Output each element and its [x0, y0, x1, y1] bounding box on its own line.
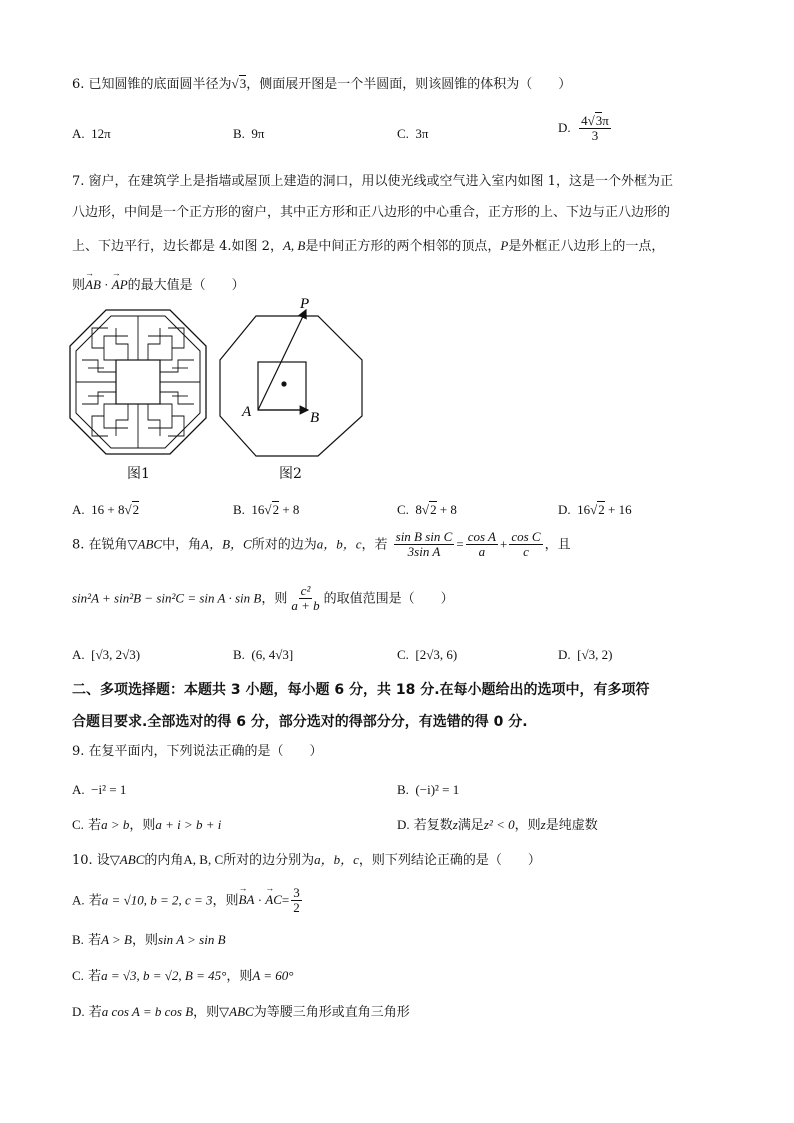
q9-option-c[interactable]: C. 若a > b，则a + i > b + i [72, 817, 222, 833]
q7-line2: 八边形，中间是一个正方形的窗户，其中正方形和正八边形的中心重合，正方形的上、下边与正八边形的 [72, 205, 671, 220]
figure-1-window [68, 308, 208, 456]
q7-line1: 7. 窗户，在建筑学上是指墙或屋顶上建造的洞口，用以使光线或空气进入室内如图 1，这是一个外框为正 [72, 174, 673, 189]
q8-option-a[interactable]: A. [√3, 2√3) [72, 647, 141, 662]
q6-option-c[interactable]: C. 3π [397, 126, 429, 141]
q7-line4: 则→ AB · → AP的最大值是（ ） [72, 277, 245, 294]
q6-d-fraction: $\frac{4√3\pi}{3}$ [581, 113, 609, 144]
figure-1-caption: 图1 [127, 466, 150, 482]
section-2-heading-line2: 合题目要求.全部选对的得 6 分，部分选对的得部分分，有选错的得 0 分. [72, 714, 528, 730]
q9-stem: 9. 在复平面内，下列说法正确的是（ ） [72, 744, 323, 759]
q10-option-b[interactable]: B. 若A > B，则sin A > sin B [72, 932, 226, 948]
figure-2-caption: 图2 [279, 466, 302, 482]
q6-radius: 3 [239, 76, 247, 91]
center-square [258, 362, 306, 410]
vector-ab: → AB [85, 277, 101, 293]
q7-line3: 上、下边平行，边长都是 4.如图 2，A, B是中间正方形的两个相邻的顶点，P是外框正八边形上的一点， [72, 238, 665, 254]
q10-option-c[interactable]: C. 若a = √3, b = √2, B = 45°，则A = 60° [72, 968, 294, 984]
q6-stem: 6. 已知圆锥的底面圆半径为√3，侧面展开图是一个半圆面，则该圆锥的体积为（ ） [72, 76, 572, 92]
q9-option-b[interactable]: B. (−i)² = 1 [397, 782, 460, 797]
q7-option-a[interactable]: A. 16 + 8√2 [72, 502, 140, 517]
q8-option-d[interactable]: D. [√3, 2) [558, 647, 613, 662]
section-2-heading-line1: 二、多项选择题：本题共 3 小题，每小题 6 分，共 18 分.在每小题给出的选项中，有多项符 [72, 682, 650, 698]
label-b: B [310, 410, 320, 426]
q6-option-d[interactable]: D. $\frac{4√3\pi}{3}$ [558, 113, 609, 144]
q7-option-b[interactable]: B. 16√2 + 8 [233, 502, 300, 517]
q8-option-c[interactable]: C. [2√3, 6) [397, 647, 458, 662]
q6-option-b[interactable]: B. 9π [233, 126, 265, 141]
figure-2-diagram [216, 296, 366, 458]
q8-line1: 8. 在锐角▽ABC中，角A，B，C所对的边为a，b，c，若 $\frac{\text{sin B sin C}}{\text{3sin A}}$ = $\frac{\text{cos A}}{a}$ + $\frac{\text{cos C}}{c}$ ，且 [72, 529, 571, 560]
octagon-frame [220, 316, 362, 456]
center-dot [281, 381, 286, 386]
q8-line2: sin²A + sin²B − sin²C = sin A · sin B，则 $\frac{\text{c²}}{a + b}$ 的取值范围是（ ） [72, 583, 454, 614]
vector-ap: → AP [112, 277, 128, 293]
label-a: A [242, 404, 252, 420]
label-p: P [300, 296, 310, 312]
q10-option-d[interactable]: D. 若a cos A = b cos B，则▽ABC为等腰三角形或直角三角形 [72, 1004, 410, 1020]
q10-option-a[interactable]: A. 若a = √10, b = 2, c = 3，则→ BA · → AC= $\frac{3}{2}$ [72, 886, 304, 916]
q9-option-a[interactable]: A. −i² = 1 [72, 782, 127, 797]
q8-option-b[interactable]: B. (6, 4√3] [233, 647, 294, 662]
q6-option-a[interactable]: A. 12π [72, 126, 111, 141]
q7-option-d[interactable]: D. 16√2 + 16 [558, 502, 632, 517]
q7-option-c[interactable]: C. 8√2 + 8 [397, 502, 457, 517]
q9-option-d[interactable]: D. 若复数z满足z² < 0，则z是纯虚数 [397, 817, 598, 833]
q10-stem: 10. 设▽ABC的内角A, B, C所对的边分别为a，b，c，则下列结论正确的是（ ） [72, 852, 541, 868]
vector-ap-arrow [258, 310, 306, 410]
